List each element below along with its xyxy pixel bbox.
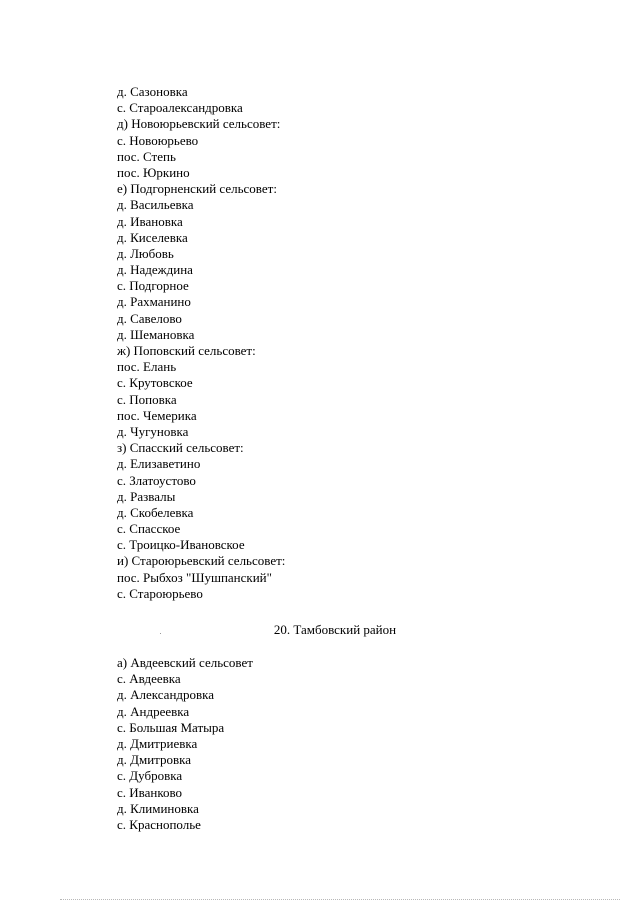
- list-item: пос. Чемерика: [117, 407, 197, 423]
- list-item: пос. Степь: [117, 148, 176, 164]
- subheading-popovsky: ж) Поповский сельсовет:: [117, 343, 256, 358]
- list-item: с. Авдеевка: [117, 671, 181, 687]
- list-item: д. Ивановка: [117, 213, 183, 229]
- list-item: с. Краснополье: [117, 816, 201, 832]
- list-item: пос. Рыбхоз "Шушпанский": [117, 569, 272, 585]
- list-item: д. Елизаветино: [117, 456, 201, 472]
- list-item: пос. Юркино: [117, 164, 190, 180]
- list-item: д. Шемановка: [117, 326, 195, 342]
- list-item: с. Староалександровка: [117, 100, 243, 116]
- list-item: с. Большая Матыра: [117, 719, 225, 735]
- list-item: д. Рахманино: [117, 294, 191, 310]
- scan-edge-artifact: [60, 899, 620, 900]
- list-item: с. Поповка: [117, 391, 177, 407]
- list-item: д. Дмитриевка: [117, 735, 198, 751]
- section-heading: 20. Тамбовский район: [273, 622, 397, 637]
- subheading-spassky: з) Спасский сельсовет:: [117, 440, 244, 456]
- subheading-novoyurevsky: д) Новоюрьевский сельсовет:: [117, 116, 281, 132]
- settlement-list-tambovsky: [117, 655, 253, 833]
- list-item: с. Спасское: [117, 521, 181, 537]
- list-item: с. Староюрьево: [117, 585, 203, 601]
- list-item: д. Андреевка: [117, 703, 190, 719]
- list-item: д. Сазоновка: [117, 84, 188, 99]
- subheading-avdeevsky: а) Авдеевский сельсовет: [117, 655, 253, 670]
- list-item: пос. Елань: [117, 359, 177, 375]
- list-item: д. Климиновка: [117, 800, 199, 816]
- list-item: д. Дмитровка: [117, 752, 192, 768]
- list-item: с. Троицко-Ивановское: [117, 537, 245, 553]
- list-item: д. Скобелевка: [117, 504, 194, 520]
- list-item: с. Дубровка: [117, 768, 183, 784]
- list-item: с. Иванково: [117, 784, 183, 800]
- list-item: д. Савелово: [117, 310, 182, 326]
- list-item: с. Златоустово: [117, 472, 196, 488]
- list-item: д. Васильевка: [117, 197, 194, 213]
- list-item: д. Александровка: [117, 687, 215, 703]
- list-item: д. Киселевка: [117, 229, 188, 245]
- list-item: с. Крутовское: [117, 375, 193, 391]
- list-item: д. Надеждина: [117, 262, 193, 278]
- list-item: с. Подгорное: [117, 278, 189, 294]
- list-item: д. Чугуновка: [117, 423, 189, 439]
- subheading-staroyurevsky: и) Староюрьевский сельсовет:: [117, 553, 286, 569]
- subheading-podgornensky: е) Подгорненский сельсовет:: [117, 181, 277, 197]
- list-item: д. Развалы: [117, 488, 176, 504]
- settlement-list-continued: [117, 84, 285, 602]
- list-item: д. Любовь: [117, 245, 174, 261]
- list-item: с. Новоюрьево: [117, 132, 199, 148]
